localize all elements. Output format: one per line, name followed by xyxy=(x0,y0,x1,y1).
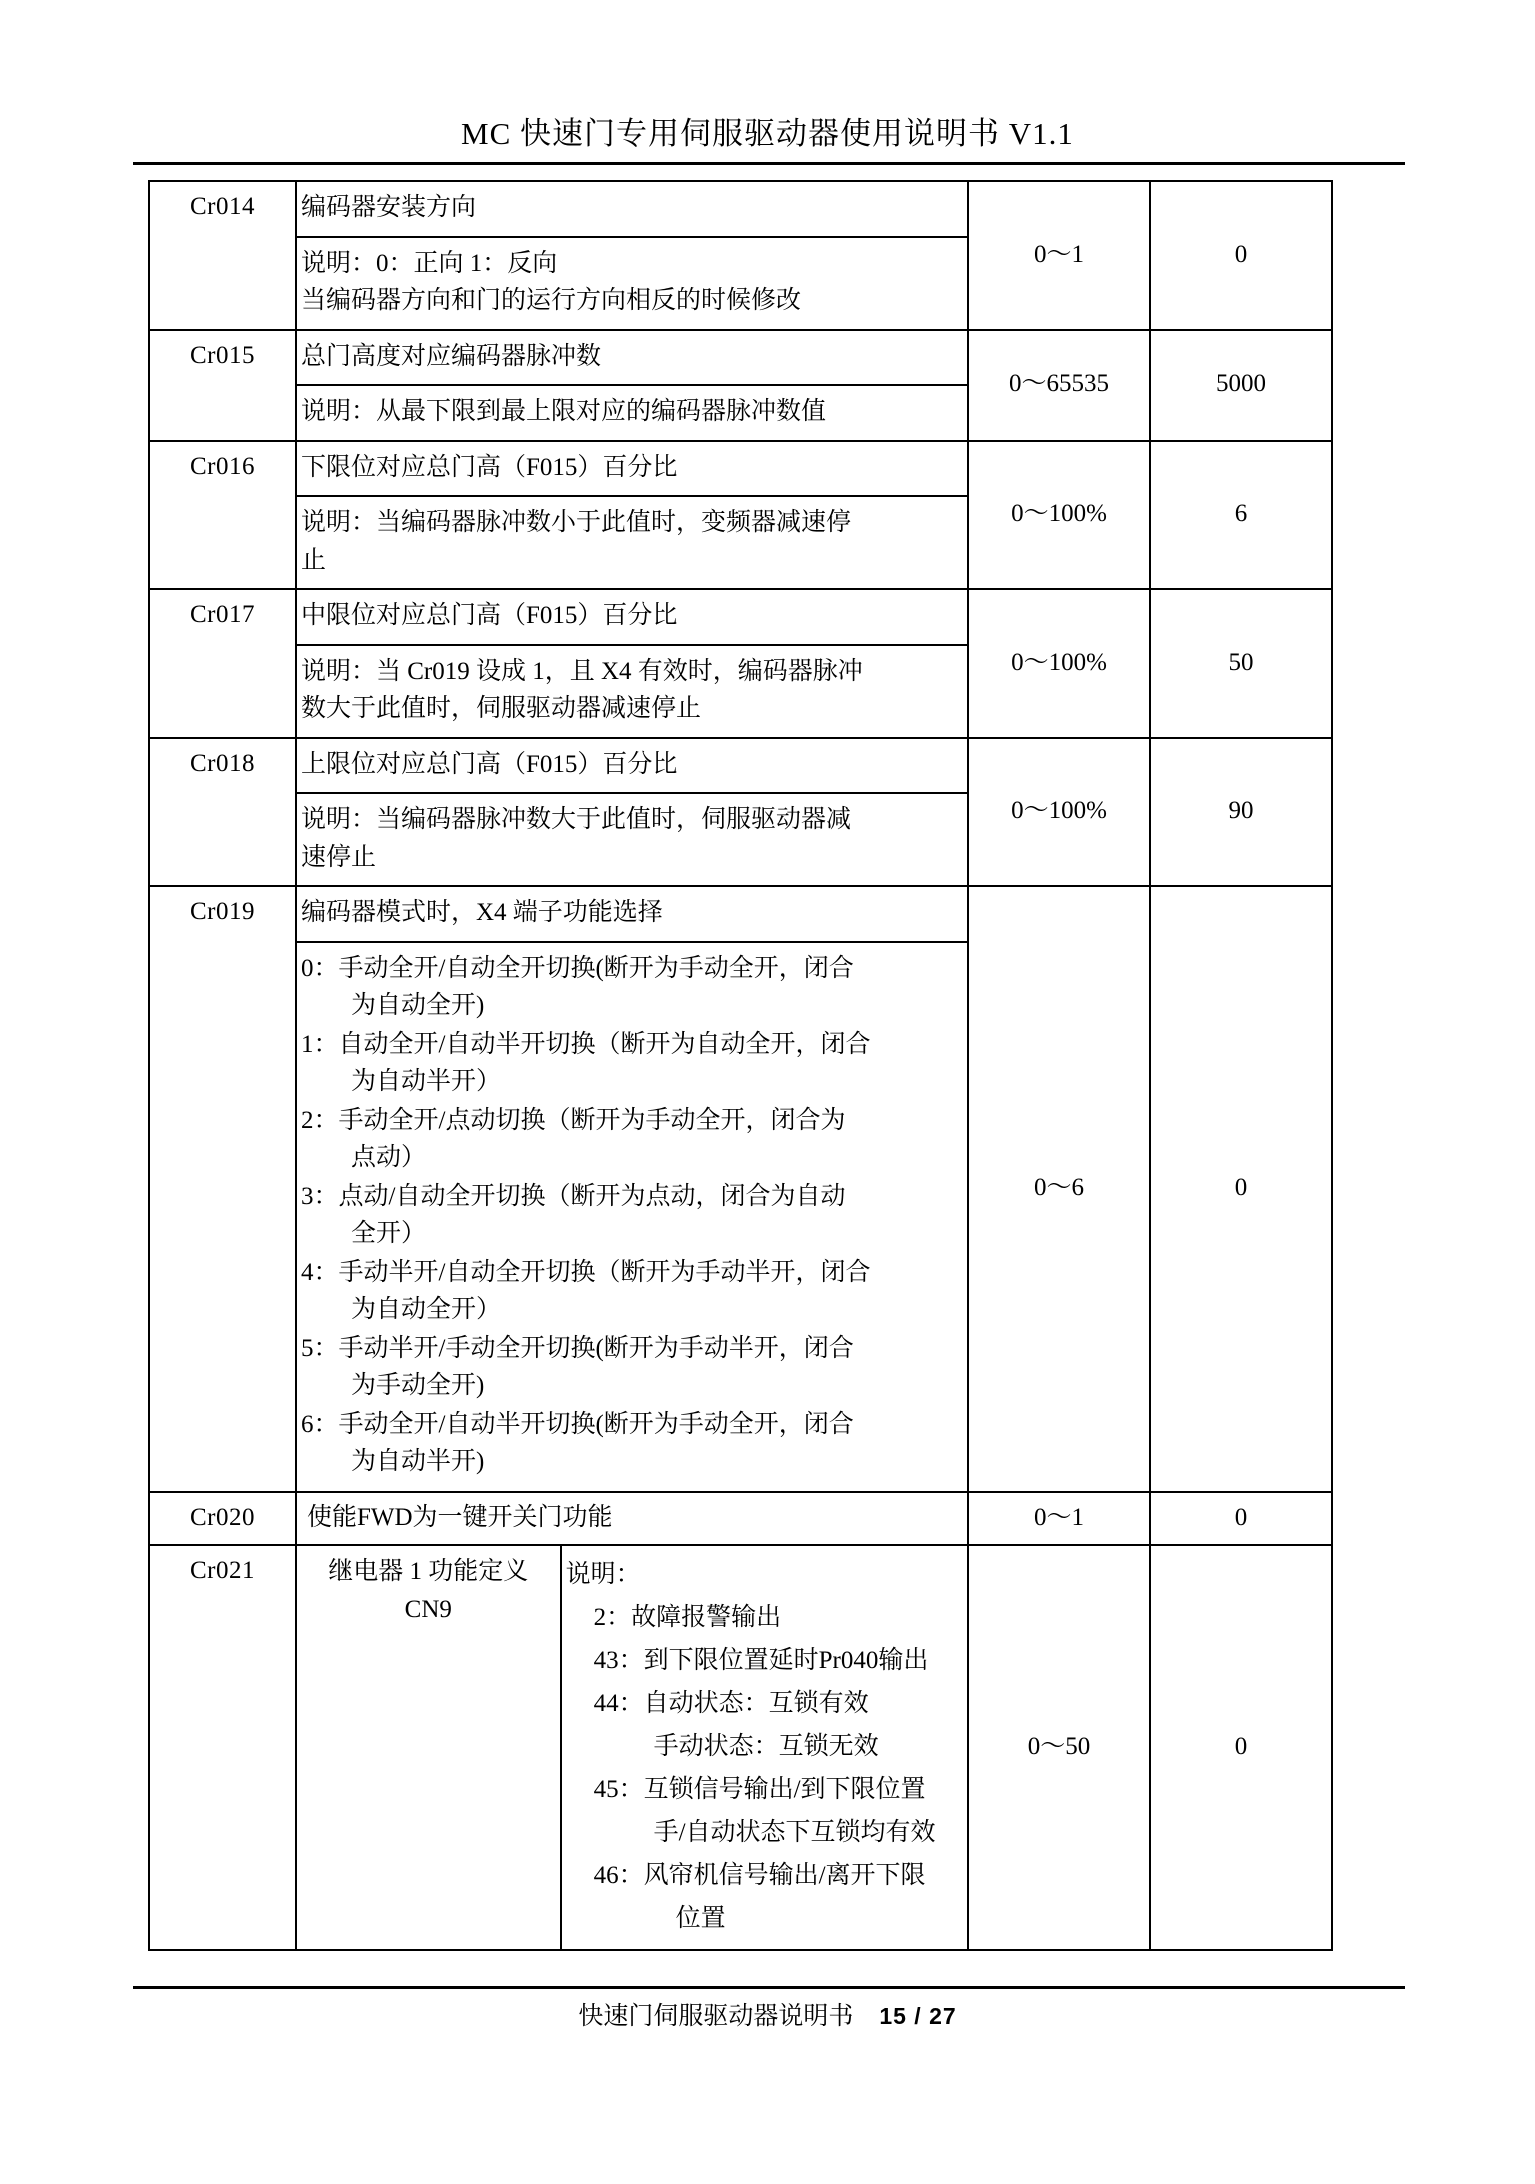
table-row xyxy=(149,589,1332,738)
param-default: 90 xyxy=(1150,738,1332,887)
note-line-1: 说明：当编码器脉冲数小于此值时，变频器减速停 xyxy=(301,509,852,536)
table-row xyxy=(149,886,1332,1492)
param-name-sub: CN9 xyxy=(404,1595,452,1623)
description-stack xyxy=(297,442,967,589)
param-code: Cr014 xyxy=(149,181,296,330)
relay-note-cell xyxy=(561,1546,967,1949)
param-code: Cr021 xyxy=(149,1545,296,1950)
note-line-1: 说明：0：正向 1：反向 xyxy=(301,249,558,277)
option-number: 2： xyxy=(301,1106,339,1134)
param-note xyxy=(297,496,967,588)
note-line-2: 数大于此值时，伺服驱动器减速停止 xyxy=(301,695,702,722)
note-item: 45：互锁信号输出/到下限位置 xyxy=(593,1776,926,1803)
param-code: Cr018 xyxy=(149,738,296,887)
footer-divider xyxy=(133,1986,1405,1989)
param-description xyxy=(296,1545,968,1950)
parameter-table xyxy=(148,180,1333,1951)
param-range: 0～6 xyxy=(968,886,1150,1492)
table-row xyxy=(149,330,1332,441)
param-range: 0～100% xyxy=(968,589,1150,738)
list-item xyxy=(301,1406,963,1480)
note-line-2: 当编码器方向和门的运行方向相反的时候修改 xyxy=(301,287,802,314)
option-text-line-2: 为自动全开） xyxy=(351,1295,502,1323)
option-text-line-2: 为自动全开) xyxy=(351,991,485,1019)
option-text-line-1: 自动全开/自动半开切换（断开为自动全开，闭合 xyxy=(338,1030,871,1058)
note-line-1: 说明：当编码器脉冲数大于此值时，伺服驱动器减 xyxy=(301,806,852,833)
table-row xyxy=(149,441,1332,590)
param-name: 继电器 1 功能定义 xyxy=(328,1558,529,1585)
param-default: 6 xyxy=(1150,441,1332,590)
param-code: Cr020 xyxy=(149,1492,296,1546)
option-text-line-2: 为自动半开) xyxy=(351,1447,485,1475)
list-item xyxy=(301,1102,963,1176)
option-number: 3： xyxy=(301,1182,339,1210)
param-description xyxy=(296,589,968,738)
option-number: 0： xyxy=(301,954,339,982)
option-number: 5： xyxy=(301,1334,339,1362)
param-default: 0 xyxy=(1150,1545,1332,1950)
option-number: 4： xyxy=(301,1258,339,1286)
param-note: 说明：从最下限到最上限对应的编码器脉冲数值 xyxy=(301,398,827,425)
description-stack xyxy=(297,739,967,886)
param-default: 0 xyxy=(1150,886,1332,1492)
param-description xyxy=(296,330,968,441)
param-code: Cr016 xyxy=(149,441,296,590)
table-row xyxy=(149,181,1332,330)
param-default: 50 xyxy=(1150,589,1332,738)
list-item xyxy=(301,1330,963,1404)
param-note xyxy=(297,793,967,885)
list-item xyxy=(301,1178,963,1252)
param-option-list xyxy=(297,942,967,1491)
option-text-line-1: 手动全开/点动切换（断开为手动全开，闭合为 xyxy=(338,1106,846,1134)
description-stack xyxy=(297,182,967,329)
header-divider xyxy=(133,162,1405,165)
option-text-line-1: 手动半开/自动全开切换（断开为手动半开，闭合 xyxy=(338,1258,871,1286)
note-item: 手/自动状态下互锁均有效 xyxy=(653,1819,936,1846)
note-item: 43：到下限位置延时Pr040输出 xyxy=(593,1647,929,1674)
description-stack xyxy=(297,590,967,737)
table-row xyxy=(149,1492,1332,1546)
param-note xyxy=(297,645,967,737)
param-default: 5000 xyxy=(1150,330,1332,441)
note-item: 位置 xyxy=(675,1905,726,1932)
note-item: 2：故障报警输出 xyxy=(593,1604,782,1631)
list-item xyxy=(301,950,963,1024)
option-number: 1： xyxy=(301,1030,339,1058)
param-note xyxy=(297,237,967,329)
option-text-line-1: 点动/自动全开切换（断开为点动，闭合为自动 xyxy=(338,1182,846,1210)
option-text-line-2: 全开） xyxy=(351,1219,427,1247)
relay-name-cell xyxy=(297,1546,561,1949)
param-description xyxy=(296,441,968,590)
note-line-2: 速停止 xyxy=(301,843,377,871)
param-name: 总门高度对应编码器脉冲数 xyxy=(297,331,967,386)
param-range: 0～100% xyxy=(968,441,1150,590)
option-text-line-2: 为自动半开） xyxy=(351,1067,502,1095)
param-range: 0～65535 xyxy=(968,330,1150,441)
param-range: 0～50 xyxy=(968,1545,1150,1950)
note-item: 46：风帘机信号输出/离开下限 xyxy=(593,1862,926,1889)
param-name: 编码器模式时，X4 端子功能选择 xyxy=(297,887,967,942)
param-default: 0 xyxy=(1150,181,1332,330)
param-name: 下限位对应总门高（F015）百分比 xyxy=(297,442,967,497)
page-footer xyxy=(130,1996,1405,2032)
param-name: 上限位对应总门高（F015）百分比 xyxy=(297,739,967,794)
option-text-line-2: 为手动全开) xyxy=(351,1371,485,1399)
table-row xyxy=(149,1545,1332,1950)
param-code: Cr017 xyxy=(149,589,296,738)
param-range: 0～1 xyxy=(968,1492,1150,1546)
param-description xyxy=(296,738,968,887)
option-number: 6： xyxy=(301,1410,339,1438)
param-code: Cr019 xyxy=(149,886,296,1492)
list-item xyxy=(301,1254,963,1328)
page-number: 15 / 27 xyxy=(879,2003,957,2029)
param-description xyxy=(296,181,968,330)
param-description xyxy=(296,886,968,1492)
param-name: 编码器安装方向 xyxy=(297,182,967,237)
param-range: 0～1 xyxy=(968,181,1150,330)
description-stack xyxy=(297,331,967,440)
description-split xyxy=(297,1546,967,1949)
list-item xyxy=(301,1026,963,1100)
note-item: 手动状态：互锁无效 xyxy=(653,1733,879,1760)
param-code: Cr015 xyxy=(149,330,296,441)
description-stack xyxy=(297,887,967,1491)
note-title: 说明： xyxy=(565,1561,641,1588)
option-text-line-2: 点动） xyxy=(351,1143,427,1171)
option-text-line-1: 手动全开/自动半开切换(断开为手动全开，闭合 xyxy=(338,1410,854,1438)
param-name: 中限位对应总门高（F015）百分比 xyxy=(297,590,967,645)
page-header-title: MC 快速门专用伺服驱动器使用说明书 V1.1 xyxy=(461,116,1074,151)
param-range: 0～100% xyxy=(968,738,1150,887)
param-name: 使能FWD为一键开关门功能 xyxy=(296,1492,968,1546)
param-default: 0 xyxy=(1150,1492,1332,1546)
footer-title: 快速门伺服驱动器说明书 xyxy=(578,2003,854,2030)
option-text-line-1: 手动全开/自动全开切换(断开为手动全开，闭合 xyxy=(338,954,854,982)
note-line-1: 说明：当 Cr019 设成 1，且 X4 有效时，编码器脉冲 xyxy=(301,657,863,685)
option-text-line-1: 手动半开/手动全开切换(断开为手动半开，闭合 xyxy=(338,1334,854,1362)
table-row xyxy=(149,738,1332,887)
note-line-2: 止 xyxy=(301,546,327,574)
note-item: 44：自动状态：互锁有效 xyxy=(593,1690,869,1717)
